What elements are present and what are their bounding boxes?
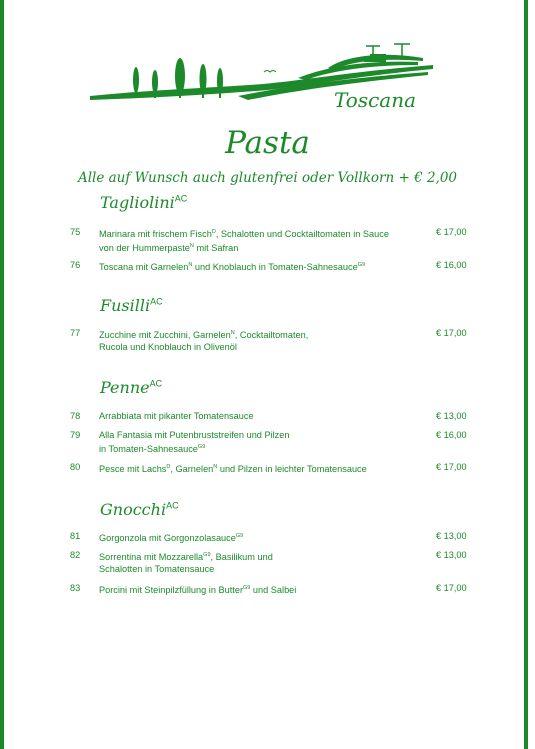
item-number: 82 [70,550,81,560]
item-price: € 17,00 [436,583,467,593]
item-number: 80 [70,462,81,472]
item-price: € 13,00 [436,531,467,541]
item-number: 75 [70,227,81,237]
item-price: € 17,00 [436,462,467,472]
item-description: Pesce mit Lachs$^D$, Garnelen$^N$ und Pilzen in leichter Tomatensauce [99,464,367,475]
page-border-right [524,0,528,749]
section-title-gnocchi: Gnocchi$^{AC}$ [100,500,179,519]
item-description: Sorrentina mit Mozzarella$^{G9}$, Basilikum und Schalotten in Tomatensauce [99,552,273,575]
item-price: € 16,00 [436,260,467,270]
item-number: 81 [70,531,81,541]
page-title: Pasta [225,125,310,161]
item-description: Alla Fantasia mit Putenbruststreifen und Pilzen in Tomaten-Sahnesauce$^{G9}$ [99,430,290,455]
item-description: Marinara mit frischem Fisch$^D$, Schalotten und Cocktailtomaten in Sauce von der Hummerpaste$^N$ mit Safran [99,229,389,254]
section-title-tagliolini: Tagliolini$^{AC}$ [100,193,188,212]
item-description: Toscana mit Garnelen$^N$ und Knoblauch in Tomaten-Sahnesauce$^{G9}$ [99,262,366,273]
page-subtitle: Alle auf Wunsch auch glutenfrei oder Vollkorn + € 2,00 [77,170,458,186]
item-number: 79 [70,430,81,440]
brand-name: Toscana [334,88,417,112]
item-description: Porcini mit Steinpilzfüllung in Butter$^{G9}$ und Salbei [99,585,297,596]
item-description: Gorgonzola mit Gorgonzolasauce$^{G9}$ [99,533,244,544]
item-number: 76 [70,260,81,270]
item-number: 77 [70,328,81,338]
item-price: € 13,00 [436,411,467,421]
item-description: Zucchine mit Zucchini, Garnelen$^N$, Cocktailtomaten, Rucola und Knoblauch in Olivenöl [99,330,309,353]
item-number: 83 [70,583,81,593]
item-price: € 13,00 [436,550,467,560]
item-number: 78 [70,411,81,421]
page-border-left [0,0,4,749]
item-price: € 17,00 [436,227,467,237]
item-price: € 17,00 [436,328,467,338]
section-title-penne: Penne$^{AC}$ [100,378,163,397]
item-price: € 16,00 [436,430,467,440]
item-description: Arrabbiata mit pikanter Tomatensauce [99,411,254,421]
section-title-fusilli: Fusilli$^{AC}$ [100,296,163,315]
